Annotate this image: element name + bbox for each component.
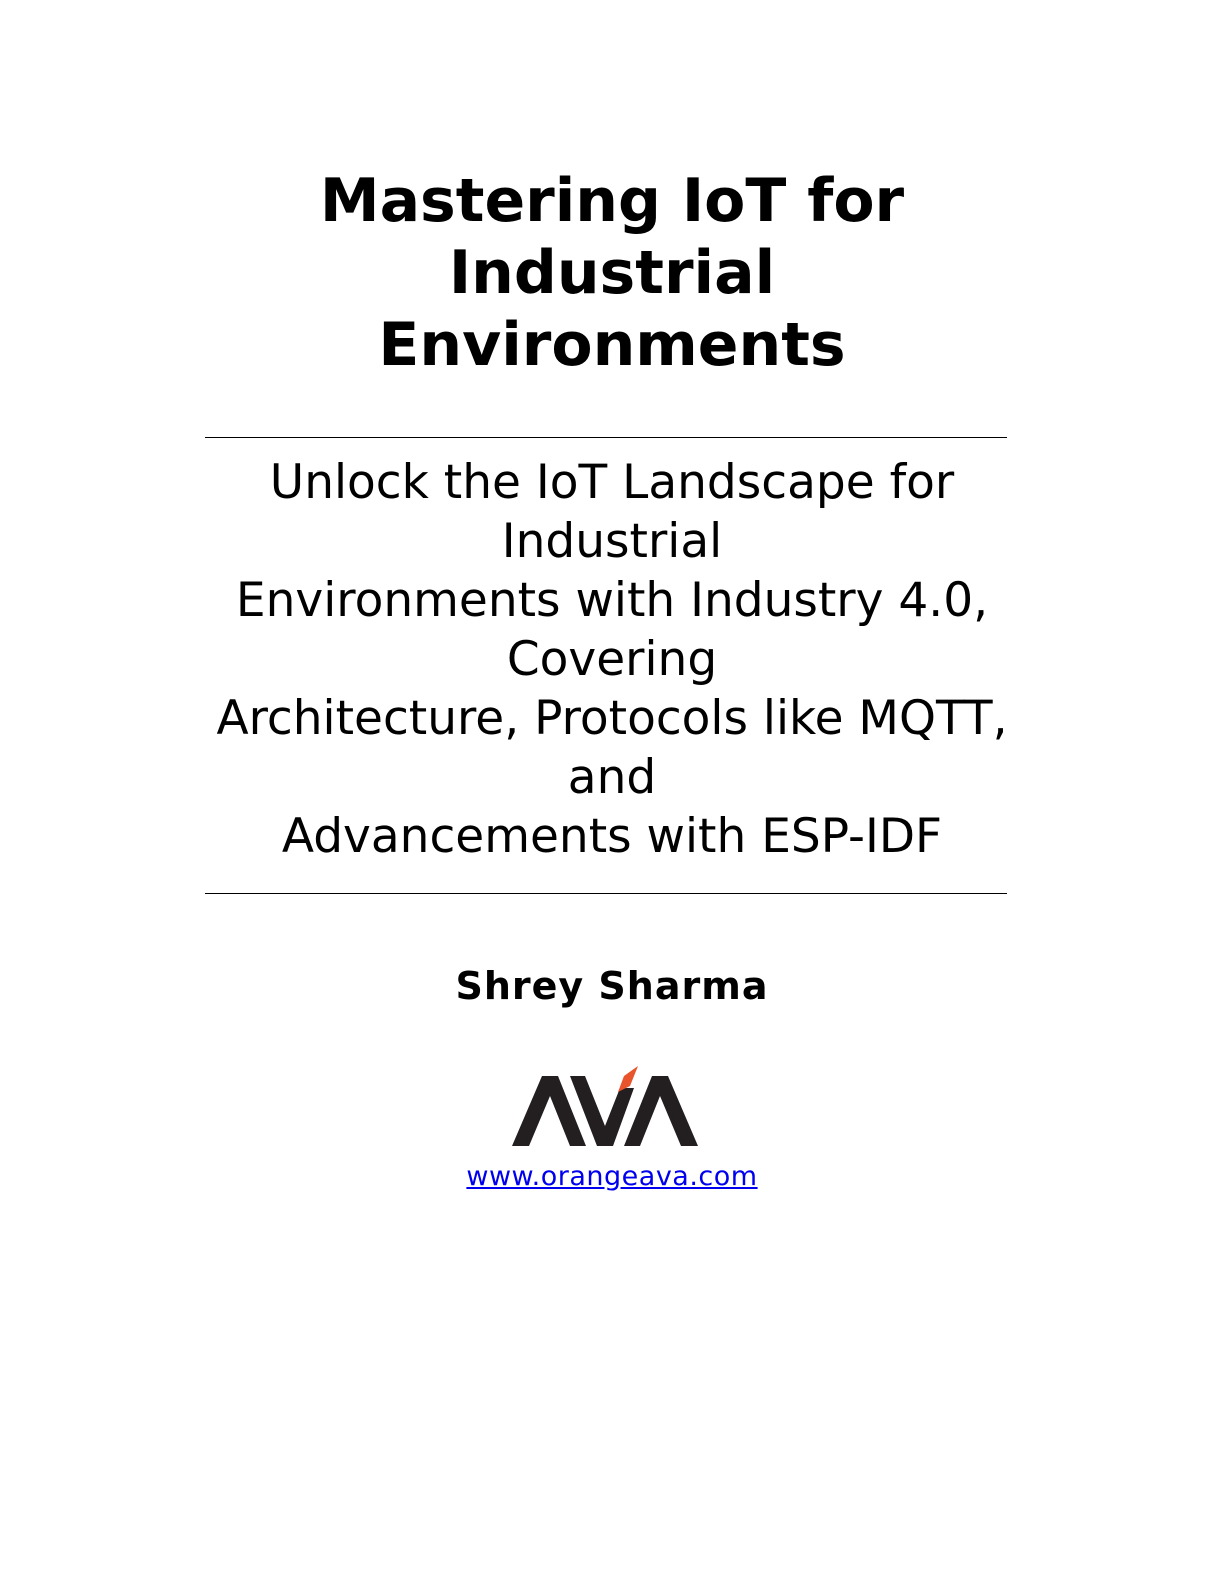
website-link[interactable]: www.orangeava.com	[466, 1161, 758, 1192]
author-name: Shrey Sharma	[455, 964, 769, 1008]
bottom-divider	[205, 893, 1007, 894]
book-subtitle-line: Covering	[506, 632, 718, 687]
book-subtitle-line: Environments with Industry 4.0,	[235, 573, 989, 628]
website	[0, 1160, 1224, 1194]
book-subtitle-line: and	[567, 750, 657, 805]
book-title-line: Environments	[378, 310, 846, 380]
logo-letter-a-right	[624, 1076, 698, 1146]
book-title-line: Industrial	[448, 238, 776, 308]
book-subtitle-line: Architecture, Protocols like MQTT,	[216, 691, 1008, 746]
publisher-logo	[512, 1066, 698, 1148]
book-subtitle-line: Unlock the IoT Landscape for	[269, 455, 955, 510]
top-divider	[205, 437, 1007, 438]
book-subtitle-line: Advancements with ESP-IDF	[281, 809, 943, 864]
book-title-line: Mastering IoT for	[319, 166, 905, 236]
book-subtitle-line: Industrial	[501, 514, 723, 569]
book-subtitle	[0, 453, 1224, 866]
book-title	[0, 165, 1224, 381]
